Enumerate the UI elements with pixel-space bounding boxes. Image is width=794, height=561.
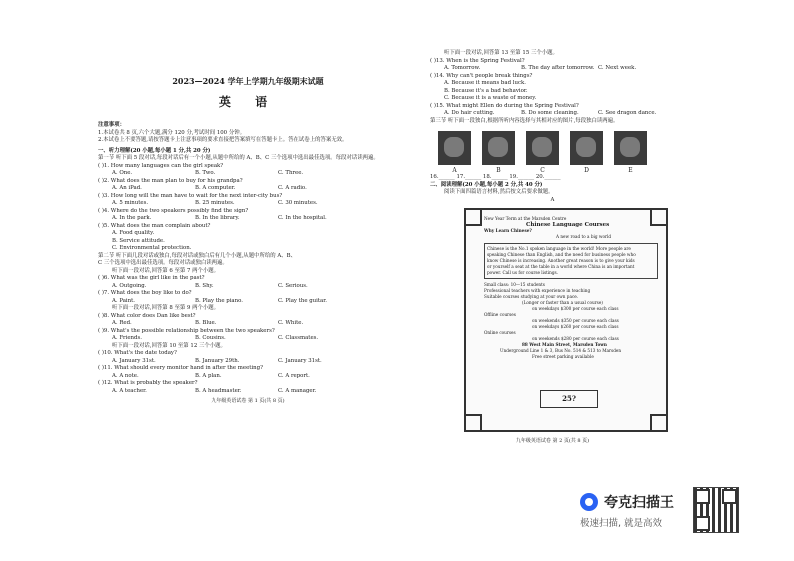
option: C. Next week.: [598, 65, 637, 71]
poster-address: 88 West Main Street, Marsden Town: [522, 342, 607, 347]
option: A. Outgoing.: [112, 282, 147, 289]
option: C. White.: [278, 320, 304, 326]
corner-ornament: [464, 414, 482, 432]
option: C. January 31st.: [278, 357, 322, 364]
course-type: Offline courses: [484, 312, 516, 317]
notes-heading: 注意事项：: [98, 122, 125, 128]
question-stem: ( )11. What should every monitor hand in after the meeting?: [98, 365, 263, 371]
note-2: 2.本试卷上不要答题,请按答题卡上注意事项的要求直接把答案填写在答题卡上。答在试卷上的答案无效。: [98, 137, 348, 143]
option: B. In the library.: [195, 215, 240, 221]
option: C. Play the guitar.: [278, 297, 327, 304]
price-row: on weekdays $260 per course each class: [532, 324, 619, 329]
picture-label: E: [628, 167, 633, 174]
course-poster: [464, 208, 668, 432]
brand-name: 夸克扫描王: [604, 495, 674, 511]
options-row: [98, 388, 398, 396]
poster-text-box: [484, 243, 658, 279]
dialogue-instruction: 听下面一段对话,回答第 13 至第 15 三个小题。: [444, 50, 558, 56]
reading-instruction: 阅读下面四篇语言材料,然后按文后要求做题。: [444, 189, 554, 195]
options-row: [98, 373, 398, 381]
options-row: [98, 185, 398, 193]
option: B. 25 minutes.: [195, 200, 235, 206]
question-stem: ( )8. What color does Dan like best?: [98, 312, 196, 319]
option: C. A report.: [278, 372, 310, 379]
exam-page-2: [430, 50, 675, 446]
question-stem: ( )6. What was the girl like in the past?: [98, 275, 205, 281]
poster-line: New Year Term at the Marsden Centre: [484, 216, 567, 221]
options-row: [98, 335, 398, 343]
options-row: [430, 65, 675, 73]
picture-b: [482, 131, 515, 165]
option: B. A computer.: [195, 185, 236, 191]
picture-e: [614, 131, 647, 165]
exam-subject: 英 语: [218, 95, 278, 109]
option: B. Because it's a bad behavior.: [444, 87, 528, 94]
option: A. An iPad.: [112, 185, 142, 191]
picture-label: A: [452, 167, 457, 174]
option: A. A teacher.: [112, 387, 147, 394]
price-row: on weekends $350 per course each class: [532, 318, 619, 323]
option: B. Service attitude.: [112, 237, 165, 244]
option: B. Blue.: [195, 320, 217, 326]
option: C. Because it is a waste of money.: [444, 95, 537, 101]
poster-line: A new road to a big world: [556, 234, 611, 239]
option: C. Environmental protection.: [112, 245, 192, 251]
picture-label: B: [496, 167, 501, 174]
poster-line: Small class: 10—15 students: [484, 282, 545, 287]
poster-body: or yourself a seat at the table in a world where China is an important: [487, 264, 635, 269]
price-row: on weekdays $300 per course each class: [532, 306, 619, 311]
question-stem: ( )4. Where do the two speakers possibly find the sign?: [98, 207, 249, 214]
option: B. Shy.: [195, 282, 214, 289]
picture-label: C: [540, 167, 545, 174]
option: B. Two.: [195, 170, 216, 176]
dialogue-instruction: 听下面一段对话,回答第 6 至第 7 两个小题。: [112, 267, 220, 274]
option: A. Do hair cutting.: [444, 110, 495, 116]
question-stem: ( )15. What might Ellen do during the Spring Festival?: [430, 102, 579, 109]
note-1: 1.本试卷共 8 页,六个大题,满分 120 分,考试时间 100 分钟。: [98, 129, 245, 136]
options-row: [430, 110, 675, 118]
part-instruction: 第二节 听下面几段对话或独白,每段对话或独白后有几个小题,从题中所给的 A、B、: [98, 252, 296, 259]
question-stem: ( )3. How long will the man have to wait for the next inter-city bus?: [98, 192, 283, 199]
options-row: [98, 283, 398, 291]
options-row: [98, 320, 398, 328]
question-stem: ( )12. What is probably the speaker?: [98, 380, 198, 386]
option: C. Classmates.: [278, 335, 319, 341]
poster-line: Why Learn Chinese?: [484, 228, 532, 233]
poster-body: speaking Chinese than English, and the need for business people who: [487, 252, 636, 257]
question-stem: ( )5. What does the man complain about?: [98, 222, 211, 229]
corner-ornament: [650, 414, 668, 432]
poster-body: Chinese is the No.1 spoken language in the world! More people are: [487, 246, 631, 251]
picture-c: [526, 131, 559, 165]
poster-parking: Free street parking available: [532, 354, 594, 359]
options-row: [98, 170, 398, 178]
page-footer: 九年级英语试卷 第 2 页(共 8 页): [515, 438, 590, 444]
question-stem: ( )7. What does the boy like to do?: [98, 290, 192, 296]
corner-ornament: [650, 208, 668, 226]
exam-title: 2023—2024 学年上学期九年级期末试题: [172, 76, 324, 86]
poster-transport: Underground Line 1 & 3, Bus No. 514 & 513 to Marsden: [500, 348, 622, 353]
question-stem: ( )2. What does the man plan to buy for his grandpa?: [98, 177, 243, 184]
question-stem: ( )14. Why can't people break things?: [430, 72, 533, 79]
poster-line: Suitable courses studying at your own pace.: [484, 294, 579, 299]
option: A. Because it means bad luck.: [444, 80, 526, 86]
poster-line: (Longer or faster than a usual course): [522, 300, 603, 305]
picture-d: [570, 131, 603, 165]
option: A. Tomorrow.: [444, 65, 481, 71]
poster-body: know Chinese is increasing. Another great reason is to give your kids: [487, 258, 635, 263]
section-heading: 一、听力理解(20 小题,每小题 1 分,共 20 分): [98, 147, 211, 154]
option: A. A note.: [112, 372, 139, 379]
option: A. 5 minutes.: [112, 200, 149, 206]
option: C. See dragon dance.: [598, 110, 657, 116]
option: B. Cousins.: [195, 335, 226, 341]
brand-slogan: 极速扫描, 就是高效: [580, 518, 663, 529]
option: A. Paint.: [112, 297, 135, 304]
option: A. One.: [112, 170, 133, 176]
question-stem: ( )13. When is the Spring Festival?: [430, 57, 525, 64]
poster-body: power. Call us for course listings.: [487, 270, 558, 275]
dialogue-instruction: 听下面一段对话,回答第 8 至第 9 两个小题。: [112, 305, 220, 311]
options-row: [98, 358, 398, 366]
option: B. Do some cleaning.: [521, 110, 579, 116]
option: C. Three.: [278, 170, 304, 176]
options-row: [98, 200, 398, 208]
question-stem: ( )9. What's the possible relationship between the two speakers?: [98, 327, 275, 334]
picture-row: [438, 131, 675, 165]
answer-blanks: 16.______ 17.______ 18.______ 19.______ 20.______: [430, 174, 561, 180]
option: B. January 29th.: [195, 357, 240, 364]
question-25-box: 25?: [540, 390, 598, 408]
option: B. A plan.: [195, 372, 222, 379]
scanner-watermark: [580, 489, 784, 533]
part-instruction: 第一节 听下面 5 段对话,每段对话后有一个小题,从题中所给的 A、B、C 三个选项中选出最佳选项。每段对话读两遍。: [98, 155, 379, 161]
passage-label: A: [550, 196, 555, 203]
option: A. Food quality.: [112, 230, 155, 236]
quark-logo-icon: [580, 493, 598, 511]
option: A. January 31st.: [112, 357, 156, 364]
corner-ornament: [464, 208, 482, 226]
option: C. In the hospital.: [278, 215, 327, 221]
question-stem: ( )1. How many languages can the girl speak?: [98, 162, 224, 169]
page-footer: 九年级英语试卷 第 1 页(共 8 页): [211, 398, 285, 404]
exam-page-1: [98, 40, 398, 406]
option: C. A radio.: [278, 185, 307, 191]
section-heading: 二、阅读理解(20 小题,每小题 2 分,共 40 分): [430, 181, 543, 188]
option: A. In the park.: [112, 215, 152, 221]
poster-line: Professional teachers with experience in teaching: [484, 288, 591, 293]
picture-a: [438, 131, 471, 165]
part-instruction: C 三个选项中选出最佳选项。每段对话或独白读两遍。: [98, 260, 228, 266]
option: C. 30 minutes.: [278, 200, 318, 206]
part-instruction: 第三节 听下面一段独白,根据所听内容选择与其相对应的图片,每段独白读两遍。: [430, 117, 619, 124]
poster-title: Chinese Language Courses: [526, 222, 610, 228]
price-row: on weekends $280 per course each class: [532, 336, 619, 341]
question-stem: ( )10. What's the date today?: [98, 350, 177, 356]
picture-labels: [438, 167, 675, 174]
qr-code-icon: [693, 487, 739, 533]
options-row: [98, 215, 398, 223]
options-row: [98, 298, 398, 306]
picture-label: D: [584, 167, 589, 174]
option: C. A manager.: [278, 387, 317, 394]
option: C. Serious.: [278, 282, 308, 289]
option: A. Friends.: [112, 335, 142, 341]
course-type: Online courses: [484, 330, 516, 335]
option: B. A headmaster.: [195, 387, 242, 394]
option: B. Play the piano.: [195, 297, 243, 304]
dialogue-instruction: 听下面一段对话,回答第 10 至第 12 三个小题。: [112, 342, 226, 349]
option: A. Red.: [112, 320, 132, 326]
option: B. The day after tomorrow.: [521, 65, 595, 71]
